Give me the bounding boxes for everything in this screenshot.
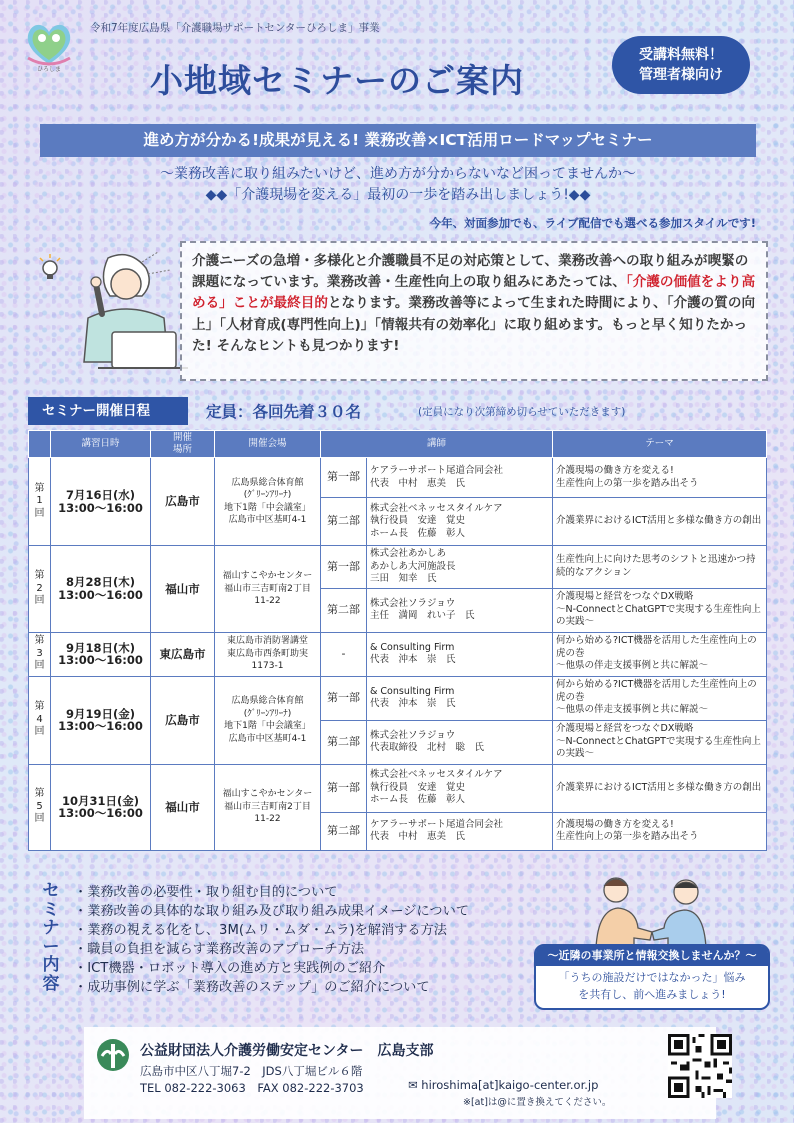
lecturer: ケアラーサポート尾道合同会社 代表 中村 恵美 氏 bbox=[367, 812, 553, 850]
part-label: 第二部 bbox=[321, 498, 367, 546]
theme: 介護現場の働き方を変える! 生産性向上の第一歩を踏み出そう bbox=[553, 458, 767, 498]
round-number: 第 3 回 bbox=[29, 632, 51, 676]
contents-list bbox=[74, 884, 469, 997]
table-row bbox=[29, 764, 767, 812]
list-item: ・ ICT機器・ロボット導入の進め方と実践例のご紹介 bbox=[74, 960, 469, 979]
header-venue: 開催会場 bbox=[215, 431, 321, 458]
session-date: 9月18日(木) 13:00～16:00 bbox=[51, 632, 151, 676]
theme: 介護業界におけるICT活用と多様な働き方の創出 bbox=[553, 498, 767, 546]
svg-text:ひろしま: ひろしま bbox=[36, 66, 62, 72]
lecturer: 株式会社ソラジョウ 主任 満岡 れい子 氏 bbox=[367, 588, 553, 632]
list-item: ・ 成功事例に学ぶ「業務改善のステップ」のご紹介について bbox=[74, 979, 469, 998]
header-date: 講習日時 bbox=[51, 431, 151, 458]
session-city: 広島市 bbox=[151, 676, 215, 764]
page-title: 小地域セミナーのご案内 bbox=[150, 61, 524, 100]
table-row bbox=[29, 676, 767, 720]
theme: 何から始める?ICT機器を活用した生産性向上の虎の巻 ～他県の伴走支援事例と共に解説～ bbox=[553, 632, 767, 676]
header-theme: テーマ bbox=[553, 431, 767, 458]
session-venue: 広島県総合体育館 (ｸﾞﾘｰﾝｱﾘｰﾅ) 地下1階「中会議室」 広島市中区基町4-1 bbox=[215, 458, 321, 546]
table-row bbox=[29, 546, 767, 589]
capacity-note: (定員になり次第締め切らせていただきます) bbox=[418, 406, 626, 418]
seminar-title-banner: 進め方が分かる!成果が見える! 業務改善×ICT活用ロードマップセミナー bbox=[40, 124, 756, 157]
schedule-label: セミナー開催日程 bbox=[28, 397, 188, 425]
session-venue: 福山すこやかセンター 福山市三吉町南2丁目 11-22 bbox=[215, 546, 321, 633]
banner-tagline: ◆◆「介護現場を変える」最初の一歩を踏み出しましょう!◆◆ bbox=[205, 187, 591, 203]
round-number: 第 4 回 bbox=[29, 676, 51, 764]
program-line: 令和7年度広島県「介護職場サポートセンターひろしま」事業 bbox=[90, 22, 380, 34]
session-city: 広島市 bbox=[151, 458, 215, 546]
hiroshima-logo bbox=[20, 14, 78, 72]
address: 広島市中区八丁堀7-2 JDS八丁堀ビル６階 bbox=[140, 1064, 363, 1078]
intro-highlight: 「介護の価値をより高める」ことが最終目的 bbox=[192, 274, 756, 312]
badge-line-1: 受講料無料！ bbox=[639, 47, 723, 63]
lecturer: 株式会社ベネッセスタイルケア 執行役員 安達 覚史 ホーム長 佐藤 彰人 bbox=[367, 764, 553, 812]
theme: 介護現場の働き方を変える! 生産性向上の第一歩を踏み出そう bbox=[553, 812, 767, 850]
organization-name: 公益財団法人介護労働安定センター 広島支部 bbox=[140, 1043, 434, 1059]
part-label: 第二部 bbox=[321, 588, 367, 632]
schedule-table bbox=[28, 430, 767, 851]
qr-code-icon[interactable] bbox=[668, 1034, 732, 1098]
info-exchange-box bbox=[534, 944, 770, 1010]
session-city: 福山市 bbox=[151, 546, 215, 633]
table-header-row bbox=[29, 431, 767, 458]
table-row bbox=[29, 632, 767, 676]
intro-text-part-2: となります。業務改善等によって生まれた時間により、「介護の質の向上」「人材育成(専門性向上)」「情報共有の効率化」に取り組めます。もっと早く知りたかった! そんなヒントも見つかります! bbox=[192, 295, 756, 354]
session-date: 7月16日(水) 13:00～16:00 bbox=[51, 458, 151, 546]
lecturer: & Consulting Firm 代表 沖本 崇 氏 bbox=[367, 676, 553, 720]
person-with-laptop-illustration bbox=[38, 244, 188, 382]
contents-label: セミナー内容 bbox=[42, 881, 60, 994]
part-label: 第一部 bbox=[321, 546, 367, 589]
round-number: 第 5 回 bbox=[29, 764, 51, 850]
intro-text-part-1: 介護ニーズの急増・多様化と介護職員不足の対応策として、業務改善への取り組みが喫緊の課題になっています。業務改善・生産性向上の取り組みにあたっては、 bbox=[192, 253, 749, 291]
session-city: 福山市 bbox=[151, 764, 215, 850]
header-lecturer: 講師 bbox=[321, 431, 553, 458]
lecturer: ケアラーサポート尾道合同会社 代表 中村 恵美 氏 bbox=[367, 458, 553, 498]
theme: 何から始める?ICT機器を活用した生産性向上の虎の巻 ～他県の伴走支援事例と共に解説～ bbox=[553, 676, 767, 720]
theme: 介護現場と経営をつなぐDX戦略 ～N-ConnectとChatGPTで実現する生産性向上の実践～ bbox=[553, 588, 767, 632]
theme: 生産性向上に向けた思考のシフトと迅速かつ持続的なアクション bbox=[553, 546, 767, 589]
list-item: ・ 業務の視える化をし、3M(ムリ・ムダ・ムラ)を解消する方法 bbox=[74, 922, 469, 941]
email-note: ※[at]は@に置き換えてください。 bbox=[463, 1097, 612, 1108]
email-address[interactable]: hiroshima[at]kaigo-center.or.jp bbox=[421, 1078, 599, 1092]
session-date: 8月28日(木) 13:00～16:00 bbox=[51, 546, 151, 633]
organization-logo-icon bbox=[96, 1038, 130, 1072]
lecturer: & Consulting Firm 代表 沖本 崇 氏 bbox=[367, 632, 553, 676]
free-badge bbox=[612, 36, 750, 94]
session-date: 9月19日(金) 13:00～16:00 bbox=[51, 676, 151, 764]
part-label: 第一部 bbox=[321, 764, 367, 812]
badge-line-2: 管理者様向け bbox=[639, 67, 723, 83]
participation-format-note: 今年、対面参加でも、ライブ配信でも選べる参加スタイルです! bbox=[429, 216, 756, 230]
round-number: 第 1 回 bbox=[29, 458, 51, 546]
email-line bbox=[408, 1078, 598, 1092]
people-talking-illustration bbox=[578, 868, 724, 954]
session-venue: 広島県総合体育館 (ｸﾞﾘｰﾝｱﾘｰﾅ) 地下1階「中会議室」 広島市中区基町4-1 bbox=[215, 676, 321, 764]
session-venue: 東広島市消防署講堂 東広島市西条町助実 1173-1 bbox=[215, 632, 321, 676]
header-place: 開催 場所 bbox=[151, 431, 215, 458]
banner-subtitle: ～業務改善に取り組みたいけど、進め方が分からないなど困ってませんか～ bbox=[160, 166, 636, 182]
list-item: ・ 業務改善の必要性・取り組む目的について bbox=[74, 884, 469, 903]
lecturer: 株式会社あかしあ あかしあ大河施設長 三田 知幸 氏 bbox=[367, 546, 553, 589]
theme: 介護業界におけるICT活用と多様な働き方の創出 bbox=[553, 764, 767, 812]
phone-fax: TEL 082-222-3063 FAX 082-222-3703 bbox=[140, 1081, 364, 1095]
part-label: 第二部 bbox=[321, 720, 367, 764]
part-label: 第一部 bbox=[321, 676, 367, 720]
part-label: 第一部 bbox=[321, 458, 367, 498]
lecturer: 株式会社ベネッセスタイルケア 執行役員 安達 覚史 ホーム長 佐藤 彰人 bbox=[367, 498, 553, 546]
capacity-text: 定員：各回先着３０名 bbox=[206, 403, 362, 421]
lightbulb-icon bbox=[40, 254, 60, 279]
list-item: ・ 職員の負担を減らす業務改善のアプローチ方法 bbox=[74, 941, 469, 960]
session-venue: 福山すこやかセンター 福山市三吉町南2丁目 11-22 bbox=[215, 764, 321, 850]
part-label: - bbox=[321, 632, 367, 676]
mail-icon: ✉ bbox=[408, 1078, 422, 1092]
list-item: ・ 業務改善の具体的な取り組み及び取り組み成果イメージについて bbox=[74, 903, 469, 922]
exchange-text: 「うちの施設だけではなかった」悩み を共有し、前へ進みましょう! bbox=[558, 971, 746, 1001]
table-row bbox=[29, 458, 767, 498]
part-label: 第二部 bbox=[321, 812, 367, 850]
round-number: 第 2 回 bbox=[29, 546, 51, 633]
exchange-heading: ～近隣の事業所と情報交換しませんか？～ bbox=[536, 946, 768, 966]
intro-text-box bbox=[180, 241, 768, 381]
lecturer: 株式会社ソラジョウ 代表取締役 北村 聡 氏 bbox=[367, 720, 553, 764]
header-round bbox=[29, 431, 51, 458]
theme: 介護現場と経営をつなぐDX戦略 ～N-ConnectとChatGPTで実現する生産性向上の実践～ bbox=[553, 720, 767, 764]
session-date: 10月31日(金) 13:00～16:00 bbox=[51, 764, 151, 850]
session-city: 東広島市 bbox=[151, 632, 215, 676]
